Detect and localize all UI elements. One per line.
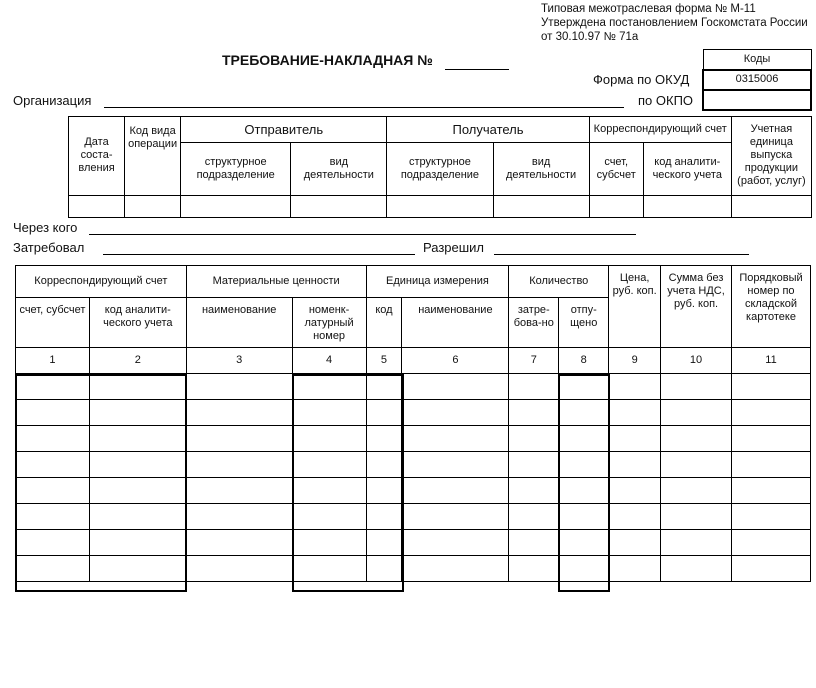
- table-cell[interactable]: [509, 504, 559, 530]
- document-title: ТРЕБОВАНИЕ-НАКЛАДНАЯ №: [222, 52, 433, 68]
- unit-cell[interactable]: [731, 195, 811, 217]
- column-number-11: 11: [731, 348, 810, 374]
- receiver-activity-header: вид деятельности: [493, 143, 589, 196]
- price-header: Цена, руб. коп.: [609, 266, 661, 348]
- unit-header: Учетная единица выпуска продукции (работ, услуг): [731, 117, 811, 196]
- column-number-10: 10: [661, 348, 732, 374]
- sender-struct-cell[interactable]: [181, 195, 291, 217]
- column-number-5: 5: [366, 348, 402, 374]
- through-field[interactable]: [89, 234, 636, 235]
- corr-account-cell[interactable]: [589, 195, 643, 217]
- items-table: [15, 265, 811, 582]
- table-cell[interactable]: [366, 374, 402, 400]
- table-cell[interactable]: [509, 426, 559, 452]
- table-cell[interactable]: [89, 426, 186, 452]
- table-cell[interactable]: [559, 530, 609, 556]
- table-row: [16, 478, 811, 504]
- table-cell[interactable]: [402, 504, 509, 530]
- table-cell[interactable]: [731, 530, 810, 556]
- released-qty-header: отпу-щено: [559, 298, 609, 348]
- table-cell[interactable]: [89, 374, 186, 400]
- table-cell[interactable]: [559, 452, 609, 478]
- requested-field[interactable]: [103, 254, 415, 255]
- table-cell[interactable]: [609, 556, 661, 582]
- table-cell[interactable]: [292, 452, 366, 478]
- table-cell[interactable]: [402, 452, 509, 478]
- table-cell[interactable]: [402, 478, 509, 504]
- table-cell[interactable]: [731, 504, 810, 530]
- table-row: [16, 374, 811, 400]
- corr-account-header: Корреспондирующий счет: [589, 117, 731, 143]
- through-label: Через кого: [13, 220, 78, 235]
- table-cell[interactable]: [609, 530, 661, 556]
- unit-code-header: код: [366, 298, 402, 348]
- table-row: [16, 504, 811, 530]
- receiver-struct-header: структурное подразделение: [387, 143, 493, 196]
- table-cell[interactable]: [661, 452, 732, 478]
- table-cell[interactable]: [509, 374, 559, 400]
- organization-label: Организация: [13, 93, 92, 108]
- table-cell[interactable]: [661, 426, 732, 452]
- receiver-activity-cell[interactable]: [493, 195, 589, 217]
- table-cell[interactable]: [559, 504, 609, 530]
- table-cell[interactable]: [89, 504, 186, 530]
- sender-activity-cell[interactable]: [291, 195, 387, 217]
- table-row: [16, 556, 811, 582]
- document-number-field[interactable]: [445, 69, 509, 70]
- table-cell[interactable]: [609, 478, 661, 504]
- table-cell[interactable]: [509, 530, 559, 556]
- table-cell[interactable]: [609, 504, 661, 530]
- corr-account-sub-header: счет, субсчет: [589, 143, 643, 196]
- permitted-field[interactable]: [494, 254, 749, 255]
- table-cell[interactable]: [186, 426, 292, 452]
- table-cell[interactable]: [661, 478, 732, 504]
- table-cell[interactable]: [89, 400, 186, 426]
- receiver-header: Получатель: [387, 117, 589, 143]
- sum-header: Сумма без учета НДС, руб. коп.: [661, 266, 732, 348]
- table-cell[interactable]: [402, 426, 509, 452]
- okpo-value[interactable]: [703, 90, 811, 110]
- table-cell[interactable]: [366, 504, 402, 530]
- table-cell[interactable]: [89, 452, 186, 478]
- table-row: [16, 530, 811, 556]
- table-cell[interactable]: [366, 478, 402, 504]
- table-cell[interactable]: [402, 530, 509, 556]
- table-cell[interactable]: [16, 504, 90, 530]
- material-name-header: наименование: [186, 298, 292, 348]
- table-cell[interactable]: [402, 400, 509, 426]
- table-cell[interactable]: [609, 452, 661, 478]
- form-header-note: [541, 2, 808, 44]
- table-cell[interactable]: [292, 556, 366, 582]
- table-cell[interactable]: [559, 556, 609, 582]
- permitted-label: Разрешил: [423, 240, 485, 255]
- op-code-cell[interactable]: [125, 195, 181, 217]
- form-type-text: Типовая межотраслевая форма № М-11: [541, 3, 756, 15]
- table-row: [16, 426, 811, 452]
- main-corr-account-header: Корреспондирующий счет: [16, 266, 187, 298]
- table-cell[interactable]: [292, 374, 366, 400]
- table-cell[interactable]: [186, 452, 292, 478]
- main-analytic-header: код аналити-ческого учета: [89, 298, 186, 348]
- table-cell[interactable]: [559, 426, 609, 452]
- table-cell[interactable]: [509, 478, 559, 504]
- column-number-1: 1: [16, 348, 90, 374]
- table-cell[interactable]: [186, 374, 292, 400]
- table-cell[interactable]: [366, 452, 402, 478]
- table-cell[interactable]: [731, 374, 810, 400]
- main-account-header: счет, субсчет: [16, 298, 90, 348]
- corr-analytic-cell[interactable]: [643, 195, 731, 217]
- receiver-struct-cell[interactable]: [387, 195, 493, 217]
- order-number-header: Порядковый номер по складской картотеке: [731, 266, 810, 348]
- date-header: Дата соста-вления: [69, 117, 125, 196]
- table-cell[interactable]: [731, 400, 810, 426]
- table-cell[interactable]: [89, 478, 186, 504]
- table-cell[interactable]: [559, 374, 609, 400]
- table-cell[interactable]: [16, 374, 90, 400]
- table-cell[interactable]: [661, 400, 732, 426]
- column-number-2: 2: [89, 348, 186, 374]
- unit-name-header: наименование: [402, 298, 509, 348]
- table-cell[interactable]: [609, 426, 661, 452]
- table-cell[interactable]: [186, 478, 292, 504]
- table-cell[interactable]: [16, 478, 90, 504]
- codes-header: Коды: [703, 50, 811, 70]
- nomenclature-header: номенк-латурный номер: [292, 298, 366, 348]
- table-cell[interactable]: [559, 400, 609, 426]
- table-cell[interactable]: [16, 426, 90, 452]
- table-cell[interactable]: [186, 504, 292, 530]
- date-cell[interactable]: [69, 195, 125, 217]
- table-cell[interactable]: [559, 478, 609, 504]
- table-cell[interactable]: [661, 374, 732, 400]
- table-cell[interactable]: [609, 374, 661, 400]
- table-cell[interactable]: [402, 374, 509, 400]
- table-cell[interactable]: [16, 530, 90, 556]
- approval-date-text: от 30.10.97 № 71а: [541, 31, 639, 43]
- column-number-3: 3: [186, 348, 292, 374]
- table-cell[interactable]: [661, 530, 732, 556]
- corr-analytic-header: код аналити-ческого учета: [643, 143, 731, 196]
- table-cell[interactable]: [186, 400, 292, 426]
- table-cell[interactable]: [366, 400, 402, 426]
- table-cell[interactable]: [292, 426, 366, 452]
- table-cell[interactable]: [509, 556, 559, 582]
- requested-label: Затребовал: [13, 240, 85, 255]
- table-cell[interactable]: [731, 556, 810, 582]
- codes-box: [702, 49, 812, 111]
- table-row: [16, 452, 811, 478]
- table-cell[interactable]: [509, 400, 559, 426]
- column-number-row: [16, 348, 811, 374]
- unit-measure-header: Единица измерения: [366, 266, 509, 298]
- table-cell[interactable]: [292, 478, 366, 504]
- table-cell[interactable]: [292, 504, 366, 530]
- column-number-6: 6: [402, 348, 509, 374]
- table-cell[interactable]: [89, 556, 186, 582]
- table-cell[interactable]: [16, 400, 90, 426]
- table-cell[interactable]: [509, 452, 559, 478]
- table-row: [16, 400, 811, 426]
- table-cell[interactable]: [661, 556, 732, 582]
- sender-struct-header: структурное подразделение: [181, 143, 291, 196]
- table-cell[interactable]: [731, 452, 810, 478]
- table-cell[interactable]: [16, 452, 90, 478]
- header-table: [68, 116, 812, 218]
- table-cell[interactable]: [292, 530, 366, 556]
- organization-field[interactable]: [104, 107, 624, 108]
- table-cell[interactable]: [89, 530, 186, 556]
- column-number-8: 8: [559, 348, 609, 374]
- sender-activity-header: вид деятельности: [291, 143, 387, 196]
- column-number-7: 7: [509, 348, 559, 374]
- table-cell[interactable]: [16, 556, 90, 582]
- table-cell[interactable]: [366, 426, 402, 452]
- table-cell[interactable]: [366, 556, 402, 582]
- table-cell[interactable]: [186, 530, 292, 556]
- op-code-header: Код вида операции: [125, 117, 181, 196]
- okud-label: Форма по ОКУД: [593, 72, 690, 87]
- table-cell[interactable]: [731, 478, 810, 504]
- material-header: Материальные ценности: [186, 266, 366, 298]
- table-cell[interactable]: [731, 426, 810, 452]
- table-cell[interactable]: [366, 530, 402, 556]
- table-cell[interactable]: [402, 556, 509, 582]
- okpo-label: по ОКПО: [638, 93, 694, 108]
- okud-value[interactable]: 0315006: [703, 70, 811, 90]
- table-cell[interactable]: [661, 504, 732, 530]
- column-number-9: 9: [609, 348, 661, 374]
- requested-qty-header: затре-бова-но: [509, 298, 559, 348]
- table-cell[interactable]: [609, 400, 661, 426]
- column-number-4: 4: [292, 348, 366, 374]
- table-cell[interactable]: [186, 556, 292, 582]
- table-cell[interactable]: [292, 400, 366, 426]
- sender-header: Отправитель: [181, 117, 387, 143]
- quantity-header: Количество: [509, 266, 609, 298]
- approval-text: Утверждена постановлением Госкомстата России: [541, 17, 808, 29]
